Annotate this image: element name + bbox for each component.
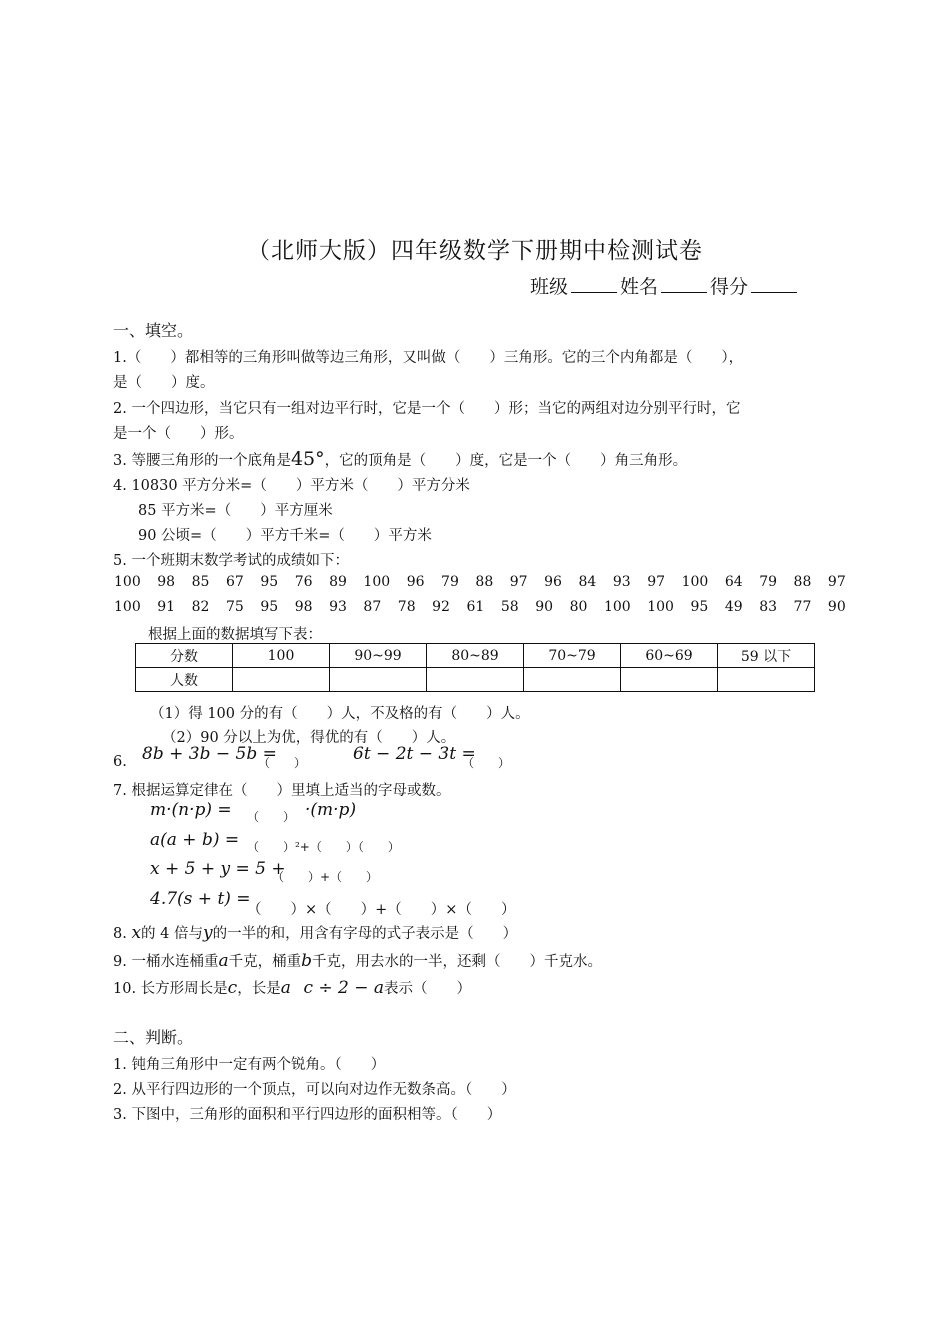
score-value: 100 xyxy=(647,599,674,615)
question-9-mid: 千克，桶重 xyxy=(228,954,302,970)
question-5-2: （2）90 分以上为优，得优的有（ ）人。 xyxy=(162,730,456,746)
table-header-cell: 90~99 xyxy=(330,644,427,668)
q7-expression-1-tail: ·(m·p) xyxy=(305,800,357,820)
table-answer-cell[interactable] xyxy=(524,668,621,692)
question-6-expression-1: 8b + 3b − 5b = xyxy=(142,744,277,764)
score-value: 97 xyxy=(647,574,666,590)
score-value: 78 xyxy=(397,599,416,615)
table-header-cell: 80~89 xyxy=(427,644,524,668)
question-1a: 1.（ ）都相等的三角形叫做等边三角形，又叫做（ ）三角形。它的三个内角都是（ ）， xyxy=(113,350,744,366)
question-9-pre: 9. 一桶水连桶重 xyxy=(113,954,219,970)
score-value: 82 xyxy=(191,599,210,615)
score-value: 80 xyxy=(569,599,588,615)
score-value: 58 xyxy=(500,599,519,615)
judge-3: 3. 下图中，三角形的面积和平行四边形的面积相等。（ ） xyxy=(113,1107,502,1123)
variable-b: b xyxy=(301,951,312,971)
section-heading-judge: 二、判断。 xyxy=(113,1028,194,1047)
score-value: 95 xyxy=(690,599,709,615)
question-6-blank-1[interactable]: （ ） xyxy=(258,756,307,770)
score-value: 67 xyxy=(225,574,244,590)
score-value: 75 xyxy=(225,599,244,615)
question-9-post: 千克，用去水的一半，还剩（ ）千克水。 xyxy=(311,954,602,970)
question-10-mid: ，长是 xyxy=(237,981,281,997)
score-value: 89 xyxy=(329,574,347,590)
score-value: 97 xyxy=(827,574,846,590)
score-value: 100 xyxy=(603,599,631,615)
table-answer-cell[interactable] xyxy=(233,668,330,692)
name-blank[interactable] xyxy=(661,274,707,293)
variable-a: a xyxy=(218,951,229,971)
score-value: 61 xyxy=(466,599,485,615)
class-label: 班级 xyxy=(530,276,569,298)
table-count-row xyxy=(136,668,815,692)
score-table xyxy=(135,643,815,692)
question-8-number: 8. xyxy=(113,926,127,942)
scores-row-2 xyxy=(114,599,846,615)
variable-y: y xyxy=(203,923,213,943)
question-7: 7. 根据运算定律在（ ）里填上适当的字母或数。 xyxy=(113,783,451,799)
question-4a: 4. 10830 平方分米=（ ）平方米（ ）平方分米 xyxy=(113,478,470,494)
q7-expression-3: x + 5 + y = 5 + xyxy=(150,859,286,879)
scores-row-1 xyxy=(114,574,846,590)
question-3-post: ，它的顶角是（ ）度，它是一个（ ）角三角形。 xyxy=(324,453,688,469)
class-blank[interactable] xyxy=(571,274,617,293)
score-value: 87 xyxy=(363,599,382,615)
table-header-cell: 60~69 xyxy=(621,644,718,668)
judge-1: 1. 钝角三角形中一定有两个锐角。（ ） xyxy=(113,1057,386,1073)
score-value: 76 xyxy=(294,574,313,590)
score-blank[interactable] xyxy=(751,274,797,293)
question-4c: 90 公顷=（ ）平方千米=（ ）平方米 xyxy=(138,528,432,544)
score-value: 100 xyxy=(363,574,391,590)
q7-blank-4[interactable]: （ ）×（ ）+（ ）×（ ） xyxy=(247,902,516,918)
section-heading-fill: 一、填空。 xyxy=(113,321,194,340)
score-value: 100 xyxy=(681,574,709,590)
q7-expression-2: a(a + b) = xyxy=(150,830,240,850)
question-6-number: 6. xyxy=(113,754,127,770)
score-value: 93 xyxy=(329,599,347,615)
expression-c-div-2-minus-a: c ÷ 2 − a xyxy=(303,978,385,998)
question-5-1: （1）得 100 分的有（ ）人，不及格的有（ ）人。 xyxy=(150,706,530,722)
q7-blank-1[interactable]: （ ） xyxy=(247,810,296,824)
table-header-cell: 100 xyxy=(233,644,330,668)
table-intro: 根据上面的数据填写下表： xyxy=(148,627,322,643)
score-value: 90 xyxy=(535,599,554,615)
score-value: 85 xyxy=(191,574,210,590)
score-value: 100 xyxy=(114,574,141,590)
score-value: 83 xyxy=(759,599,778,615)
variable-a-2: a xyxy=(280,978,291,998)
student-info xyxy=(530,272,800,299)
question-2a: 2. 一个四边形，当它只有一组对边平行时，它是一个（ ）形；当它的两组对边分别平行时，它 xyxy=(113,401,741,417)
score-value: 88 xyxy=(793,574,812,590)
score-value: 96 xyxy=(544,574,562,590)
score-value: 98 xyxy=(157,574,176,590)
question-8-mid: 的 4 倍与 xyxy=(141,926,203,942)
score-value: 90 xyxy=(827,599,846,615)
table-header-row xyxy=(136,644,815,668)
score-value: 95 xyxy=(260,599,279,615)
score-value: 98 xyxy=(294,599,313,615)
score-value: 92 xyxy=(432,599,450,615)
score-value: 84 xyxy=(578,574,597,590)
question-6-blank-2[interactable]: （ ） xyxy=(462,756,511,770)
q7-blank-3[interactable]: （ ）+（ ） xyxy=(272,870,379,884)
table-header-cell: 59 以下 xyxy=(718,644,815,668)
question-9 xyxy=(113,950,602,971)
score-value: 49 xyxy=(724,599,743,615)
question-10-pre: 10. 长方形周长是 xyxy=(113,981,228,997)
table-answer-cell[interactable] xyxy=(330,668,427,692)
score-value: 88 xyxy=(475,574,494,590)
score-value: 100 xyxy=(114,599,141,615)
judge-2: 2. 从平行四边形的一个顶点，可以向对边作无数条高。（ ） xyxy=(113,1082,516,1098)
question-2b: 是一个（ ）形。 xyxy=(113,426,244,442)
table-header-cell: 70~79 xyxy=(524,644,621,668)
table-header-cell: 分数 xyxy=(136,644,233,668)
table-row-label: 人数 xyxy=(136,668,233,692)
score-value: 64 xyxy=(724,574,743,590)
question-8 xyxy=(113,922,517,943)
q7-blank-2[interactable]: （ ）²+（ ）（ ） xyxy=(247,840,400,854)
question-5: 5. 一个班期末数学考试的成绩如下： xyxy=(113,553,349,569)
question-10-post: 表示（ ） xyxy=(384,981,472,997)
variable-x: x xyxy=(131,923,142,943)
table-answer-cell[interactable] xyxy=(427,668,524,692)
question-4b: 85 平方米=（ ）平方厘米 xyxy=(138,503,333,519)
variable-c: c xyxy=(227,978,238,998)
score-label: 得分 xyxy=(710,276,749,298)
q7-expression-1: m·(n·p) = xyxy=(150,800,232,820)
question-3 xyxy=(113,448,687,470)
name-label: 姓名 xyxy=(620,276,659,298)
q7-expression-4: 4.7(s + t) = xyxy=(150,889,251,909)
score-value: 77 xyxy=(793,599,812,615)
angle-value: 45° xyxy=(290,448,325,470)
table-answer-cell[interactable] xyxy=(718,668,815,692)
score-value: 79 xyxy=(441,574,459,590)
score-value: 91 xyxy=(157,599,176,615)
question-6-expression-2: 6t − 2t − 3t = xyxy=(353,744,476,764)
question-3-pre: 3. 等腰三角形的一个底角是 xyxy=(113,453,291,469)
question-10 xyxy=(113,977,471,998)
score-value: 96 xyxy=(406,574,425,590)
question-8-post: 的一半的和，用含有字母的式子表示是（ ） xyxy=(212,926,518,942)
score-value: 95 xyxy=(260,574,279,590)
question-1b: 是（ ）度。 xyxy=(113,375,215,391)
page-title: （北师大版）四年级数学下册期中检测试卷 xyxy=(247,238,703,264)
score-value: 97 xyxy=(509,574,528,590)
score-value: 79 xyxy=(759,574,778,590)
score-value: 93 xyxy=(612,574,631,590)
table-answer-cell[interactable] xyxy=(621,668,718,692)
